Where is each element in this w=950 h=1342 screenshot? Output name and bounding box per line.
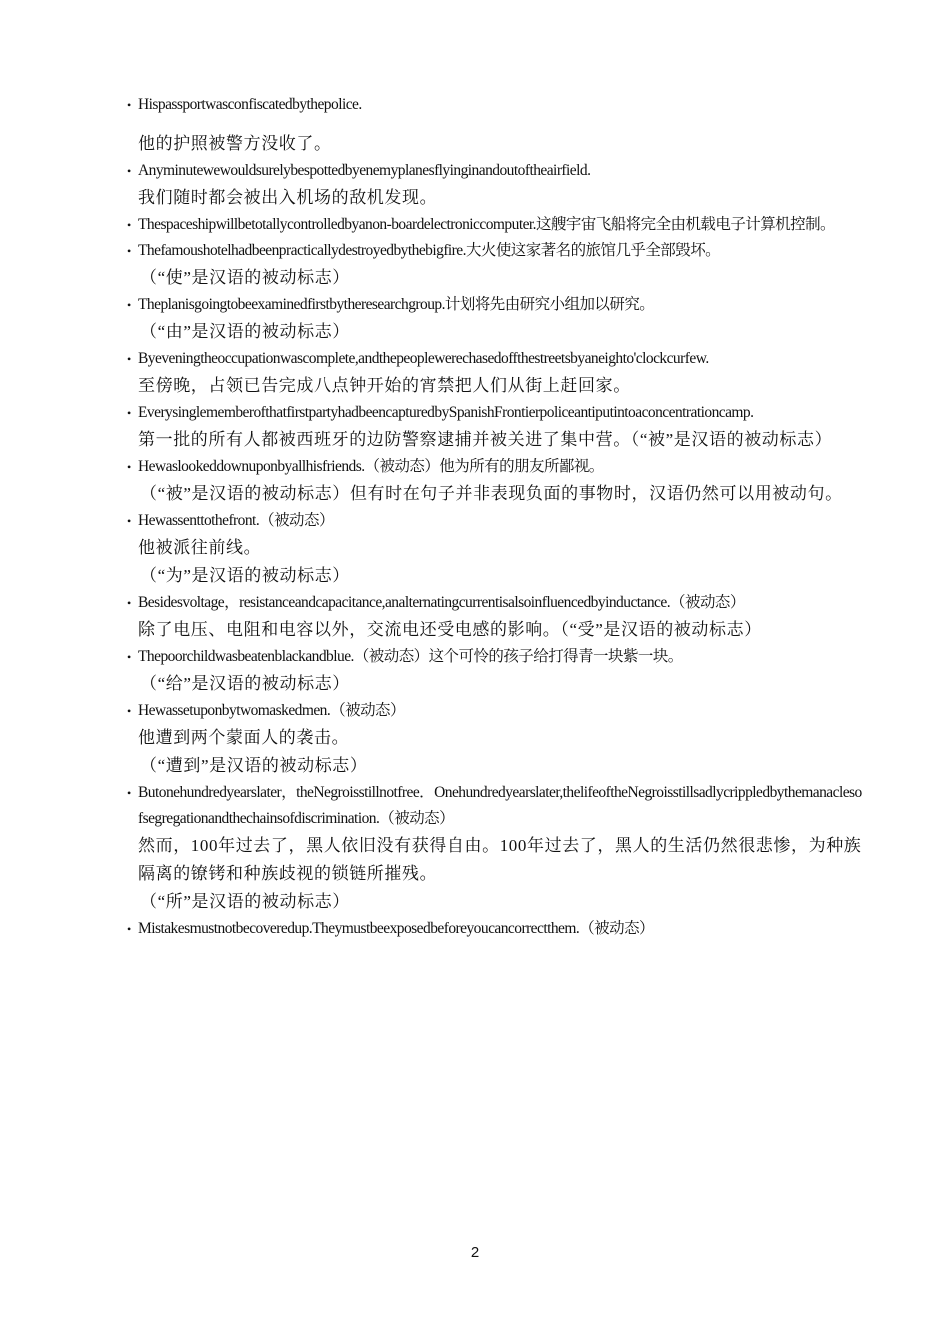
bullet-icon: • [127, 98, 132, 112]
english-sentence: Anyminutewewouldsurelybespottedbyenemyplanesflyinginandoutoftheairfield. [138, 162, 591, 179]
list-item [127, 158, 863, 212]
bullet-icon: • [127, 218, 132, 232]
list-item [127, 590, 863, 644]
chinese-translation: 然而，100年过去了，黑人依旧没有获得自由。100年过去了，黑人的生活仍然很悲惨，为种族隔离的镣铐和种族歧视的锁链所摧残。 [138, 836, 862, 883]
bullet-icon: • [127, 786, 132, 800]
list-item [127, 292, 863, 346]
page-number: 2 [470, 1244, 480, 1261]
bullet-icon: • [127, 650, 132, 664]
chinese-translation: 第一批的所有人都被西班牙的边防警察逮捕并被关进了集中营。（“被”是汉语的被动标志） [138, 430, 833, 449]
english-sentence: Thefamoushotelhadbeenpracticallydestroyedbythebigfire.大火使这家著名的旅馆几乎全部毁坏。 [138, 242, 721, 259]
list-item [127, 780, 863, 916]
list-item [127, 212, 863, 238]
english-sentence: EverysinglememberofthatfirstpartyhadbeencapturedbySpanishFrontierpoliceantiputintoaconcentrationcamp. [138, 404, 754, 421]
list-item [127, 400, 863, 454]
english-sentence: Mistakesmustnotbecoveredup.Theymustbeexposedbeforeyoucancorrectthem.（被动态） [138, 920, 654, 937]
english-sentence: Hispassportwasconfiscatedbythepolice. [138, 96, 362, 113]
bullet-icon: • [127, 596, 132, 610]
list-item [127, 238, 863, 292]
passive-marker-note: （“使”是汉语的被动标志） [140, 268, 350, 287]
passive-marker-note: （“为”是汉语的被动标志） [140, 566, 350, 585]
english-sentence: Hewaslookeddownuponbyallhisfriends.（被动态）他为所有的朋友所鄙视。 [138, 458, 604, 475]
bullet-icon: • [127, 244, 132, 258]
english-sentence: Thepoorchildwasbeatenblackandblue.（被动态）这个可怜的孩子给打得青一块紫一块。 [138, 648, 683, 665]
english-sentence: Hewassetuponbytwomaskedmen.（被动态） [138, 702, 405, 719]
bullet-icon: • [127, 460, 132, 474]
list-item [127, 698, 863, 780]
english-sentence: Theplanisgoingtobeexaminedfirstbytheresearchgroup.计划将先由研究小组加以研究。 [138, 296, 655, 313]
english-sentence: Hewassenttothefront.（被动态） [138, 512, 334, 529]
list-item [127, 508, 863, 590]
passive-marker-note: （“由”是汉语的被动标志） [140, 322, 350, 341]
bullet-icon: • [127, 164, 132, 178]
bullet-icon: • [127, 514, 132, 528]
passive-marker-note: （“被”是汉语的被动标志）但有时在句子并非表现负面的事物时，汉语仍然可以用被动句。 [140, 484, 843, 503]
list-item [127, 644, 863, 698]
chinese-translation: 他被派往前线。 [138, 538, 262, 557]
chinese-translation: 除了电压、电阻和电容以外，交流电还受电感的影响。（“受”是汉语的被动标志） [138, 620, 762, 639]
list-item [127, 454, 863, 508]
chinese-translation: 至傍晚，占领已告完成八点钟开始的宵禁把人们从街上赶回家。 [138, 376, 631, 395]
chinese-translation: 我们随时都会被出入机场的敌机发现。 [138, 188, 438, 207]
english-sentence: Butonehundredyearslater，theNegroisstillnotfree．Onehundredyearslater,thelifeoftheNegroisstillsadlycrippledbythemanaclesofsegregationandthechainsofdiscrimination.（被动态） [138, 784, 862, 827]
english-sentence: Byeveningtheoccupationwascomplete,andthepeoplewerechasedoffthestreetsbyaneighto'clockcurfew. [138, 350, 709, 367]
english-sentence: Thespaceshipwillbetotallycontrolledbyanon-boardelectroniccomputer.这艘宇宙飞船将完全由机载电子计算机控制。 [138, 216, 835, 233]
chinese-translation: 他遭到两个蒙面人的袭击。 [138, 728, 350, 747]
english-sentence: Besidesvoltage，resistanceandcapacitance,analternatingcurrentisalsoinfluencedbyinductance.（被动态） [138, 594, 745, 611]
bullet-icon: • [127, 406, 132, 420]
list-item [127, 916, 863, 942]
bullet-icon: • [127, 704, 132, 718]
bullet-icon: • [127, 298, 132, 312]
bullet-icon: • [127, 352, 132, 366]
bullet-icon: • [127, 922, 132, 936]
passive-marker-note: （“所”是汉语的被动标志） [140, 892, 350, 911]
passive-marker-note: （“遭到”是汉语的被动标志） [140, 756, 368, 775]
passive-marker-note: （“给”是汉语的被动标志） [140, 674, 350, 693]
list-item [127, 92, 863, 158]
chinese-translation: 他的护照被警方没收了。 [138, 134, 332, 153]
list-item [127, 346, 863, 400]
document-body [127, 92, 863, 942]
